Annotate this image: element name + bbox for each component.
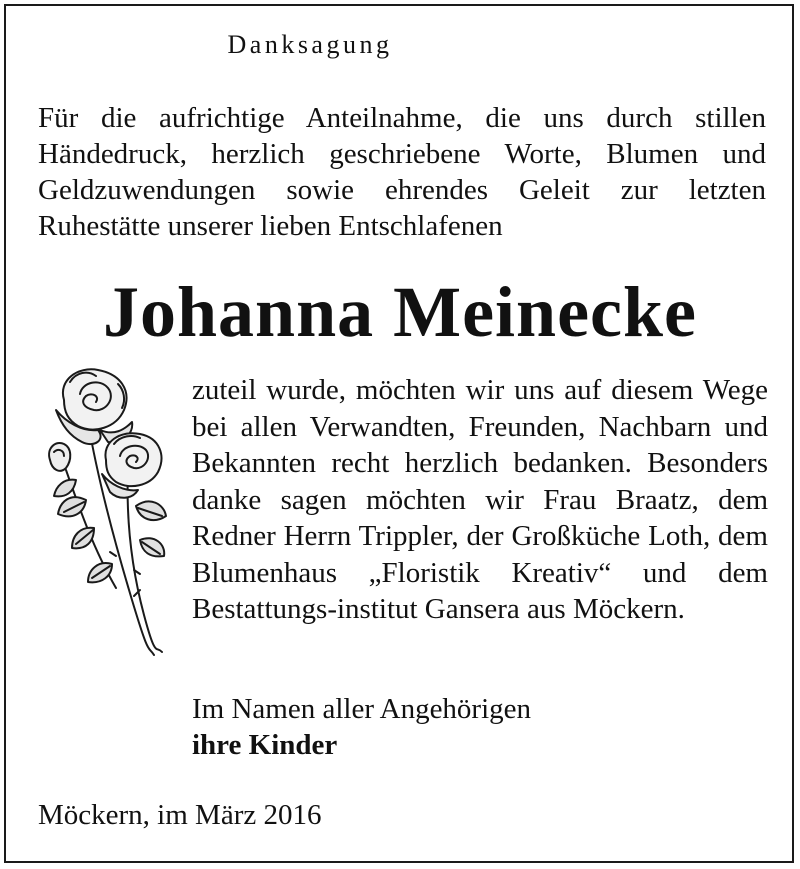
signature: ihre Kinder [192,729,338,761]
rose-icon [36,360,176,660]
place-date: Möckern, im März 2016 [38,799,322,831]
greeting-line: Im Namen aller Angehörigen [192,693,532,725]
deceased-name: Johanna Meinecke [102,272,697,352]
thanks-paragraph: zuteil wurde, möchten wir uns auf diesem Wege bei allen Verwandten, Freunden, Nachbarn und Bekannten recht herzlich bedanken. Besonders danke sagen möchten wir Frau Braatz, dem Redner Herrn Trippler, der Großküche Loth, dem Blumenhaus „Floristik Kreativ“ und dem Bestattungs-institut Gansera aus Möckern. [192,374,768,625]
intro-paragraph: Für die aufrichtige Anteilnahme, die uns durch stillen Händedruck, herzlich geschriebene Worte, Blumen und Geldzuwendungen sowie ehrendes Geleit zur letzten Ruhestätte unserer lieben Entschlafenen [38,102,766,242]
notice-heading: Danksagung [227,30,393,59]
